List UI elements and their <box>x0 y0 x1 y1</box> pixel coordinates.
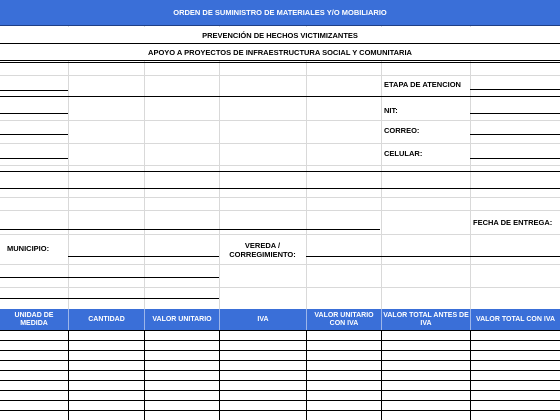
table-col-line <box>306 330 307 420</box>
vereda-label-line1: VEREDA / <box>244 241 281 250</box>
celular-label: CELULAR: <box>384 149 423 158</box>
correo-value-line[interactable] <box>470 134 560 135</box>
field-underline <box>0 277 219 278</box>
field-underline <box>0 90 68 91</box>
separator <box>0 171 560 172</box>
table-row-line <box>0 410 560 411</box>
table-row-line <box>0 330 560 331</box>
grid-row-line <box>0 210 560 211</box>
municipio-value-line[interactable] <box>68 256 219 257</box>
table-row-line <box>0 400 560 401</box>
table-col-line <box>219 330 220 420</box>
table-col-line <box>470 330 471 420</box>
col-iva: IVA <box>220 309 307 330</box>
separator <box>0 188 560 189</box>
table-row-line <box>0 390 560 391</box>
field-underline <box>0 298 219 299</box>
table-row-line <box>0 370 560 371</box>
grid-row-line <box>0 264 560 265</box>
etapa-value-line[interactable] <box>470 89 560 90</box>
col-valor-unitario-con-iva: VALOR UNITARIO CON IVA <box>307 309 382 330</box>
table-col-line <box>68 330 69 420</box>
grid-row-line <box>0 197 560 198</box>
grid-row-line <box>0 234 560 235</box>
fecha-entrega-label: FECHA DE ENTREGA: <box>473 218 553 227</box>
separator <box>0 96 560 97</box>
project-title: APOYO A PROYECTOS DE INFRAESTRUCTURA SOCIAL Y COMUNITARIA <box>0 44 560 61</box>
col-valor-unitario: VALOR UNITARIO <box>145 309 220 330</box>
col-unidad-medida: UNIDAD DE MEDIDA <box>0 309 69 330</box>
table-row-line <box>0 350 560 351</box>
table-col-line <box>381 330 382 420</box>
col-cantidad: CANTIDAD <box>69 309 145 330</box>
grid-row-line <box>0 165 560 166</box>
table-col-line <box>144 330 145 420</box>
grid-row-line <box>0 287 560 288</box>
program-title: PREVENCIÓN DE HECHOS VICTIMIZANTES <box>0 27 560 44</box>
etapa-label: ETAPA DE ATENCION <box>384 80 461 89</box>
vereda-label <box>219 241 306 259</box>
table-row-line <box>0 380 560 381</box>
nit-label: NIT: <box>384 106 398 115</box>
fecha-row-underline <box>0 229 380 230</box>
field-underline <box>0 113 68 114</box>
form-title: ORDEN DE SUMINISTRO DE MATERIALES Y/O MOBILIARIO <box>0 0 560 26</box>
grid-row-line <box>0 143 560 144</box>
table-row-line <box>0 360 560 361</box>
nit-value-line[interactable] <box>470 113 560 114</box>
vereda-value-line[interactable] <box>306 256 560 257</box>
items-table-header <box>0 309 560 330</box>
col-valor-total-antes-iva: VALOR TOTAL ANTES DE IVA <box>382 309 471 330</box>
municipio-label: MUNICIPIO: <box>7 244 50 253</box>
field-underline <box>0 158 68 159</box>
separator <box>0 62 560 63</box>
grid-row-line <box>0 75 560 76</box>
correo-label: CORREO: <box>384 126 420 135</box>
field-underline <box>0 134 68 135</box>
vereda-label-line2: CORREGIMIENTO: <box>229 250 296 259</box>
col-valor-total-con-iva: VALOR TOTAL CON IVA <box>475 315 556 323</box>
table-row-line <box>0 340 560 341</box>
celular-value-line[interactable] <box>470 158 560 159</box>
grid-row-line <box>0 120 560 121</box>
